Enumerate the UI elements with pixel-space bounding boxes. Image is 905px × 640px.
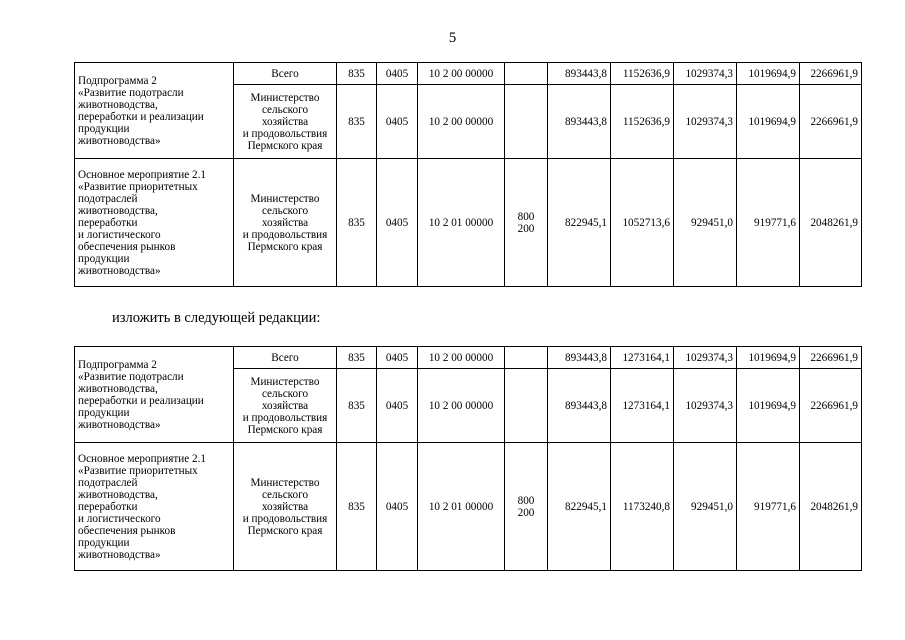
value-cell: 1052713,6 bbox=[611, 159, 674, 287]
value-cell: 822945,1 bbox=[548, 443, 611, 571]
value-cell: 1019694,9 bbox=[737, 85, 800, 159]
value-cell: 2048261,9 bbox=[800, 159, 862, 287]
value-cell: 2048261,9 bbox=[800, 443, 862, 571]
value-cell: 929451,0 bbox=[674, 443, 737, 571]
executor-cell: Министерство сельского хозяйства и продовольствия Пермского края bbox=[234, 159, 337, 287]
value-cell: 893443,8 bbox=[548, 347, 611, 369]
value-cell: 2266961,9 bbox=[800, 63, 862, 85]
value-cell: 1029374,3 bbox=[674, 85, 737, 159]
grbs-cell: 835 bbox=[337, 63, 377, 85]
value-cell: 919771,6 bbox=[737, 443, 800, 571]
value-cell: 822945,1 bbox=[548, 159, 611, 287]
vr-cell: 800 200 bbox=[505, 443, 548, 571]
grbs-cell: 835 bbox=[337, 347, 377, 369]
program-name-cell: Подпрограмма 2 «Развитие подотрасли животноводства, переработки и реализации продукции животноводства» bbox=[75, 347, 234, 443]
csr-cell: 10 2 00 00000 bbox=[418, 347, 505, 369]
vr-cell bbox=[505, 85, 548, 159]
vr-cell bbox=[505, 369, 548, 443]
executor-cell: Всего bbox=[234, 63, 337, 85]
value-cell: 893443,8 bbox=[548, 85, 611, 159]
executor-cell: Министерство сельского хозяйства и продовольствия Пермского края bbox=[234, 369, 337, 443]
value-cell: 1019694,9 bbox=[737, 347, 800, 369]
executor-cell: Министерство сельского хозяйства и продовольствия Пермского края bbox=[234, 85, 337, 159]
table-row bbox=[75, 159, 862, 287]
csr-cell: 10 2 00 00000 bbox=[418, 63, 505, 85]
csr-cell: 10 2 01 00000 bbox=[418, 159, 505, 287]
page-number: 5 bbox=[448, 30, 457, 46]
value-cell: 929451,0 bbox=[674, 159, 737, 287]
value-cell: 893443,8 bbox=[548, 63, 611, 85]
value-cell: 2266961,9 bbox=[800, 85, 862, 159]
vr-cell: 800 200 bbox=[505, 159, 548, 287]
rzpr-cell: 0405 bbox=[377, 63, 418, 85]
value-cell: 1019694,9 bbox=[737, 369, 800, 443]
program-name-cell: Основное мероприятие 2.1 «Развитие приоритетных подотраслей животноводства, переработки и логистического обеспечения рынков продукции животноводства» bbox=[75, 443, 234, 571]
executor-cell: Министерство сельского хозяйства и продовольствия Пермского края bbox=[234, 443, 337, 571]
rzpr-cell: 0405 bbox=[377, 369, 418, 443]
table-row bbox=[75, 63, 862, 85]
value-cell: 1029374,3 bbox=[674, 369, 737, 443]
vr-cell bbox=[505, 347, 548, 369]
rzpr-cell: 0405 bbox=[377, 85, 418, 159]
table-row bbox=[75, 443, 862, 571]
grbs-cell: 835 bbox=[337, 85, 377, 159]
value-cell: 2266961,9 bbox=[800, 369, 862, 443]
value-cell: 893443,8 bbox=[548, 369, 611, 443]
budget-table-old bbox=[74, 62, 862, 287]
value-cell: 1019694,9 bbox=[737, 63, 800, 85]
value-cell: 1173240,8 bbox=[611, 443, 674, 571]
value-cell: 1273164,1 bbox=[611, 369, 674, 443]
program-name-cell: Подпрограмма 2 «Развитие подотрасли животноводства, переработки и реализации продукции животноводства» bbox=[75, 63, 234, 159]
grbs-cell: 835 bbox=[337, 159, 377, 287]
value-cell: 919771,6 bbox=[737, 159, 800, 287]
value-cell: 2266961,9 bbox=[800, 347, 862, 369]
intro-text: изложить в следующей редакции: bbox=[112, 310, 321, 326]
rzpr-cell: 0405 bbox=[377, 159, 418, 287]
value-cell: 1152636,9 bbox=[611, 63, 674, 85]
csr-cell: 10 2 01 00000 bbox=[418, 443, 505, 571]
grbs-cell: 835 bbox=[337, 369, 377, 443]
vr-cell bbox=[505, 63, 548, 85]
csr-cell: 10 2 00 00000 bbox=[418, 85, 505, 159]
rzpr-cell: 0405 bbox=[377, 347, 418, 369]
value-cell: 1152636,9 bbox=[611, 85, 674, 159]
budget-table-new bbox=[74, 346, 862, 571]
rzpr-cell: 0405 bbox=[377, 443, 418, 571]
csr-cell: 10 2 00 00000 bbox=[418, 369, 505, 443]
executor-cell: Всего bbox=[234, 347, 337, 369]
value-cell: 1029374,3 bbox=[674, 347, 737, 369]
grbs-cell: 835 bbox=[337, 443, 377, 571]
program-name-cell: Основное мероприятие 2.1 «Развитие приоритетных подотраслей животноводства, переработки и логистического обеспечения рынков продукции животноводства» bbox=[75, 159, 234, 287]
table-row bbox=[75, 347, 862, 369]
value-cell: 1029374,3 bbox=[674, 63, 737, 85]
value-cell: 1273164,1 bbox=[611, 347, 674, 369]
